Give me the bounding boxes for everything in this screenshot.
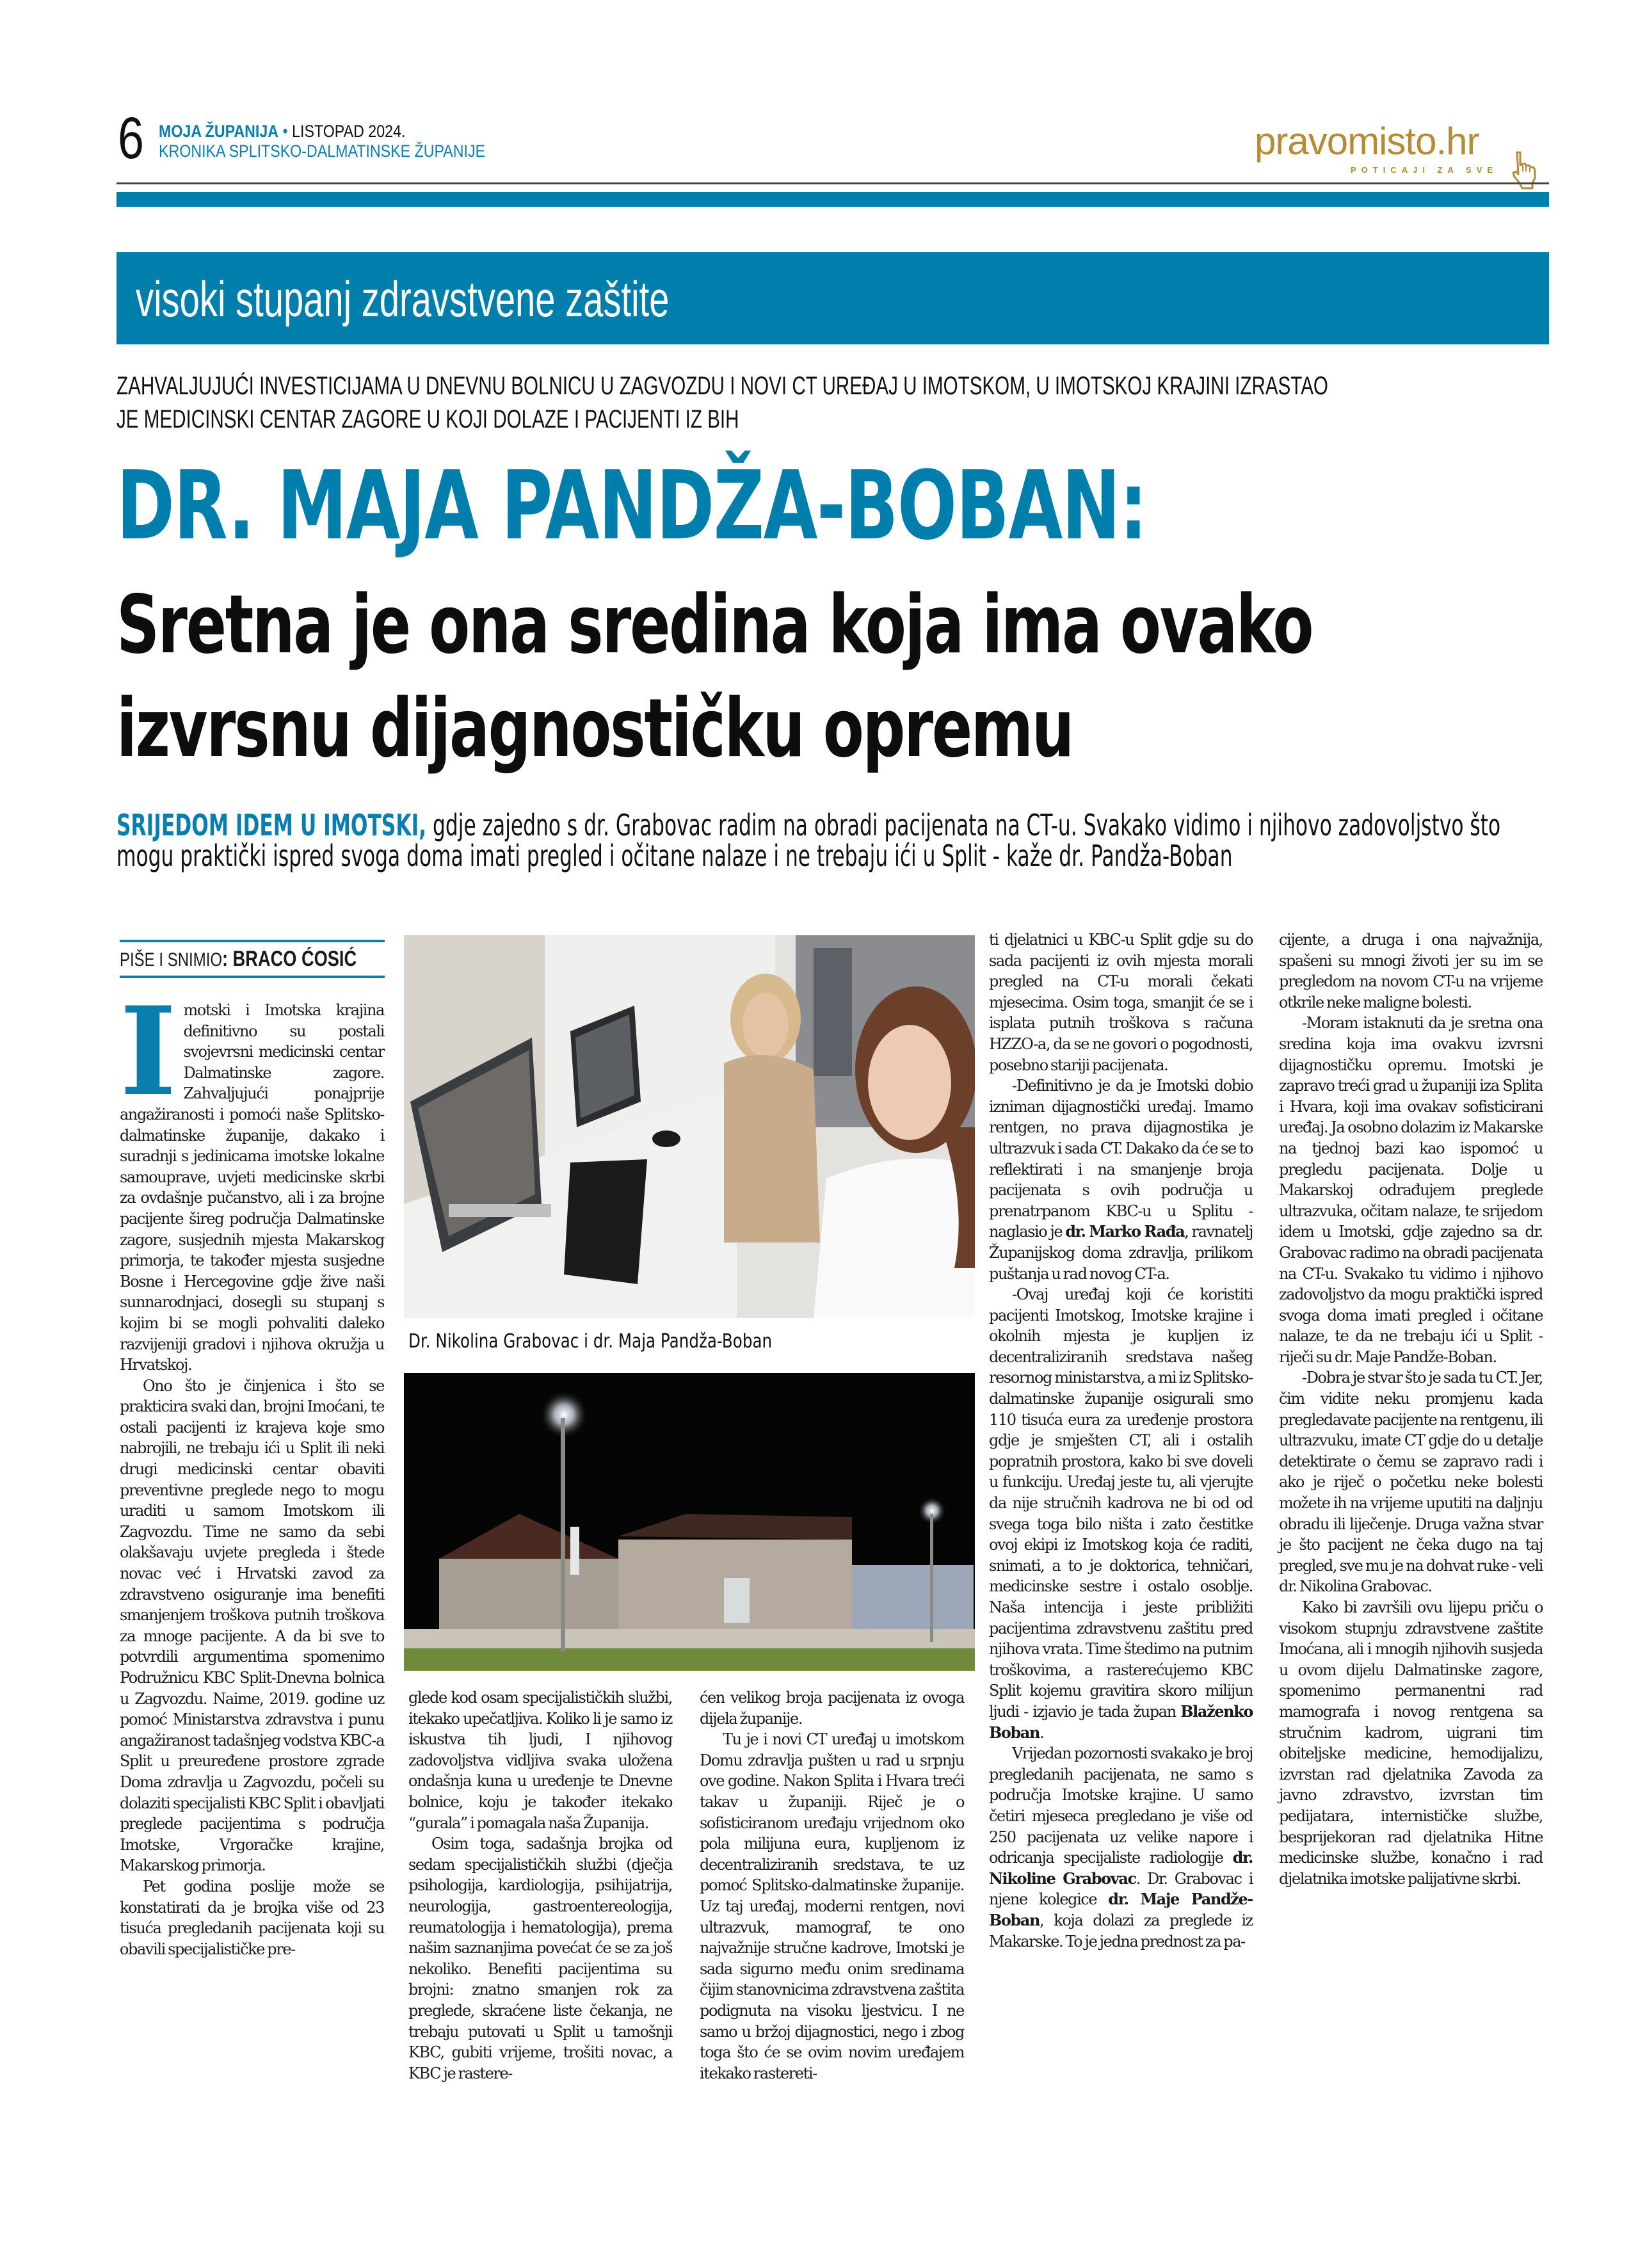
body-column-4 — [989, 929, 1253, 1952]
photo-illustration — [404, 935, 975, 1318]
byline — [120, 940, 385, 978]
paragraph: glede kod osam specijalističkih službi, itekako upečatljiva. Koliko li je samo iz iskustva tih ljudi, I njihovog zadovoljstva vidljiva svaka uložena ondašnja kuna u uređenje te Dnevne bolnice, koju je također itekako “gurala” i pomagala naša Županija. — [408, 1689, 672, 1832]
text: , ravnatelj Županijskog doma zdravlja, prilikom puštanja u rad novog CT-a. — [989, 1223, 1253, 1283]
section-label: visoki stupanj zdravstvene zaštite — [136, 271, 670, 327]
paragraph — [989, 1075, 1253, 1284]
paragraph: ćen velikog broja pacijenata iz ovoga dijela županije. — [700, 1689, 964, 1728]
byline-author: BRACO ĆOSIĆ — [232, 947, 357, 971]
byline-colon: : — [222, 947, 233, 971]
logo-tagline: POTICAJI ZA SVE — [1351, 165, 1498, 175]
byline-label: PIŠE I SNIMIO — [120, 949, 223, 970]
issue-date: LISTOPAD 2024. — [292, 122, 406, 141]
section-banner — [116, 252, 1549, 344]
publication-subtitle: KRONIKA SPLITSKO-DALMATINSKE ŽUPANIJE — [159, 141, 486, 161]
text: , koja dolazi za preglede iz Makarske. To je jedna prednost za pa- — [989, 1911, 1253, 1950]
body-column-2 — [408, 1687, 672, 2084]
paragraph: ti djelatnici u KBC-u Split gdje su do sada pacijenti iz ovih mjesta morali pregled na CT-u morali čekati mjesecima. Osim toga, smanjit će se i isplata putnih troškova s računa HZZO-a, da se ne govori o pogodnosti, posebno stariji pacijenata. — [989, 931, 1253, 1074]
paragraph: Ono što je činjenica i što se prakticira svaki dan, brojni Imoćani, te ostali pacijenti iz krajeva koje smo nabrojili, ne trebaju ići u Split ili neki drugi medicinski centar obaviti preventivne preglede nego to mogu uraditi u samom Imotskom ili Zagvozdu. Time ne samo da sebi olakšavaju uvjete pregleda i štede novac već i Hrvatski zavod za zdravstveno osiguranje ima benefiti smanjenjem troškova putnih troškova za mnoge pacijente. A da bi sve to potvrdili argumentima spomenimo Podružnicu KBC Split-Dnevna bolnica u Zagvozdu. Naime, 2019. godine uz pomoć Ministarstva zdravstva i punu angažiranost tadašnjeg vodstva KBC-a Split u preuređene prostore zgrade Doma zdravlja u Zagvozdu, počeli su dolaziti specijalisti KBC Split i obavljati preglede pacijentima s područja Imotske, Vrgoračke krajine, Makarskog primorja. — [120, 1376, 384, 1875]
person-name: dr. Marko Rađa — [1065, 1222, 1185, 1241]
text: . Dr. Grabovac i njene kolegice — [989, 1869, 1253, 1909]
pointing-hand-icon — [1511, 150, 1539, 192]
photo-illustration — [404, 1373, 975, 1671]
paragraph: cijente, a druga i ona najvažnija, spašeni su mnogi životi jer su im se pregledom na novom CT-u na vrijeme otkrile neke maligne bolesti. — [1279, 931, 1543, 1011]
pravomisto-logo — [1255, 122, 1549, 186]
paragraph: -Moram istaknuti da je sretna ona sredina koja ima ovakvu izvrsni dijagnostičku opremu. Imotski je zapravo treći grad u županiji iza Splita i Hvara, koji ima ovakav sofisticirani uređaj. Ja osobno dolazim iz Makarske na tjednoj bazi kao ispomoć u pregledu pacijenata. Dolje u Makarskoj odrađujem preglede ultrazvuka, očitam nalaze, te srijedom idem u Imotski, gdje zajedno sa dr. Grabovac radimo na obradi pacijenata na CT-u. Svakako tu vidimo i njihovo zadovoljstvo da mogu praktički ispred svoga doma imati pregled i očitane nalaze, te da ne trebaju ići u Split - riječi su dr. Maje Pandže-Boban. — [1279, 1014, 1543, 1366]
paragraph: Pet godina poslije može se konstatirati da je brojka više od 23 tisuća pregledanih pacijenata koji su obavili specijalističke pre- — [120, 1877, 384, 1958]
body-column-1 — [120, 980, 384, 1959]
text: -Definitivno je da je Imotski dobio izniman dijagnostički uređaj. Imamo rentgen, no prava dijagnostika je ultrazvuk i sada CT. Dakako da će se to reflektirati i na smanjenje broja pacijenata s ovih područja u prenatrpanom KBC-u u Splitu - naglasio je — [989, 1077, 1253, 1241]
kicker: ZAHVALJUJUĆI INVESTICIJAMA U DNEVNU BOLNICU U ZAGVOZDU I NOVI CT UREĐAJ U IMOTSKOM, U IMOTSKOJ KRAJINI IZRASTAO JE MEDICINSKI CENTAR ZAGORE U KOJI DOLAZE I PACIJENTI IZ BIH — [116, 372, 1328, 433]
headline: DR. MAJA PANDŽA-BOBAN: — [116, 451, 1147, 561]
paragraph: Osim toga, sadašnja brojka od sedam specijalističkih službi (dječja psihologija, kardiologija, psihijatrija, neurologija, gastroentereologija, reumatologija i hematologija), prema našim saznanjima povećat će se za još nekoliko. Benefiti pacijentima su brojni: znatno smanjen rok za preglede, skraćene liste čekanja, ne trebaju putovati u Split u tamošnji KBC, gubiti vrijeme, trošiti novac, a KBC je rastere- — [408, 1835, 672, 2082]
text: -Ovaj uređaj koji će koristiti pacijenti Imotskog, Imotske krajine i okolnih mjesta je kupljen iz decentraliziranih sredstava našeg resornog ministarstva, a mi iz Splitsko-dalmatinske županije osigurali smo 110 tisuća eura za uređenje prostora gdje je smješten CT, ali i ostalih popratnih prostora, kako bi sve doveli u funkciju. Uređaj jeste tu, ali vjerujte da nije stručnih kadrova ne bi od od svega toga bilo ništa i zato čestitke ovoj ekipi iz Imotskog koja će raditi, snimati, a to je doktorica, tehničari, medicinske sestre i ostalo osoblje. Naša intencija i jeste približiti pacijentima zdravstvenu zaštitu pred njihova vrata. Time štedimo na putnim troškovima, a rasterećujemo KBC Split kojemu gravitira skoro milijun ljudi - izjavio je tada župan — [989, 1285, 1253, 1721]
paragraph — [989, 1284, 1253, 1743]
photo-health-center-night — [404, 1373, 975, 1671]
logo-text: pravomisto.hr — [1255, 120, 1479, 163]
text: Vrijedan pozornosti svakako je broj pregledanih pacijenata, ne samo s područja Imotske krajine. U samo četiri mjeseca pregledano je više od 250 pacijenata uz velike napore i odricanja specijaliste radiologije — [989, 1744, 1253, 1867]
paragraph — [989, 1743, 1253, 1952]
paragraph: Kako bi završili ovu lijepu priču o visokom stupnju zdravstvene zaštite Imoćana, ali i mnogih njihovih susjeda u ovom dijelu Dalmatinske zagore, spomenimo permanentni rad mamografa i novog rentgena sa stručnim kadrom, uigrani tim obiteljske medicine, hemodijalizu, izvrstan rad djelatnika Zavoda za javno zdravstvo, izvrstan tim pedijatara, internističke službe, besprijekoran rad djelatnika Hitne medicinske službe, konačno i rad djelatnika imotske palijativne skrbi. — [1279, 1598, 1543, 1888]
lead-paragraph — [116, 810, 1553, 871]
separator-dot: • — [282, 122, 288, 141]
lead-text: gdje zajedno s dr. Grabovac radim na obradi pacijenata na CT-u. Svakako vidimo i njihovo zadovoljstvo što mogu praktički ispred svoga doma imati pregled i očitane nalaze i ne trebaju ići u Split - kaže dr. Pandža-Boban — [116, 808, 1501, 873]
publication-name: MOJA ŽUPANIJA — [159, 122, 279, 141]
page-number: 6 — [118, 106, 144, 171]
person-name: dr. Nikoline Grabovac — [989, 1848, 1253, 1888]
paragraph: -Dobra je stvar što je sada tu CT. Jer, čim vidite neku promjenu kada pregledavate pacijente na rentgenu, ili ultrazvuku, imate CT gdje do u detalje detektirate o čemu se zapravo radi i ako je riječ o početku neke bolesti možete ih na vrijeme uputiti na daljnju obradu ili liječenje. Druga važna stvar je što pacijent ne čeka dugo na taj pregled, sve mu je na dohvat ruke - veli dr. Nikolina Grabovac. — [1279, 1369, 1543, 1596]
person-name: dr. Maje Pandže-Boban — [989, 1890, 1253, 1929]
subheadline: Sretna je ona sredina koja ima ovako izvrsnu dijagnostičku opremu — [116, 577, 1313, 775]
body-column-3 — [700, 1687, 964, 2084]
body-column-5 — [1279, 929, 1543, 1889]
text: . — [1040, 1723, 1044, 1742]
drop-cap: I — [120, 980, 176, 1123]
paragraph: Tu je i novi CT uređaj u imotskom Domu zdravlja pušten u rad u srpnju ove godine. Nakon Splita i Hvara treći takav u županiji. Riječ je o sofisticiranom uređaju vrijednom oko pola milijuna eura, kupljenom iz decentraliziranih sredstava, te uz pomoć Splitsko-dalmatinske županije. Uz taj uređaj, moderni rentgen, novi ultrazvuk, mamograf, te ono najvažnije stručne kadrove, Imotski je sada sigurno među onim sredinama čijim stanovnicima zdravstvena zaštita podignuta na visoku ljestvicu. I ne samo u bržoj dijagnostici, nego i zbog toga što će se ovim novim uređajem itekako rastereti- — [700, 1730, 964, 2082]
paragraph: motski i Imotska krajina definitivno su postali svojevrsni medicinski centar Dalmatinske zagore. Zahvaljujući ponajprije angažiranosti i pomoći naše Splitsko-dalmatinske županije, dakako i suradnji s jedinicama imotske lokalne samouprave, uvjeti medicinske skrbi za ovdašnje pučanstvo, ali i za brojne pacijente šireg područja Dalmatinske zagore, susjednih mjesta Makarskog primorja, te također mjesta susjedne Bosne i Hercegovine gdje žive naši sunnarodnjaci, dosegli su stupanj s kojim bi se mogli pohvaliti daleko razvijeniji gradovi i njihova okružja u Hrvatskoj. — [120, 1001, 384, 1374]
photo-caption: Dr. Nikolina Grabovac i dr. Maja Pandža-Boban — [408, 1330, 773, 1353]
person-name: Blaženko Boban — [989, 1701, 1253, 1742]
photo-doctors-at-workstation — [404, 935, 975, 1318]
header-rule — [116, 182, 1549, 184]
masthead — [159, 122, 485, 161]
lead-highlight: SRIJEDOM IDEM U IMOTSKI, — [116, 808, 427, 842]
header-accent-bar — [116, 192, 1549, 207]
